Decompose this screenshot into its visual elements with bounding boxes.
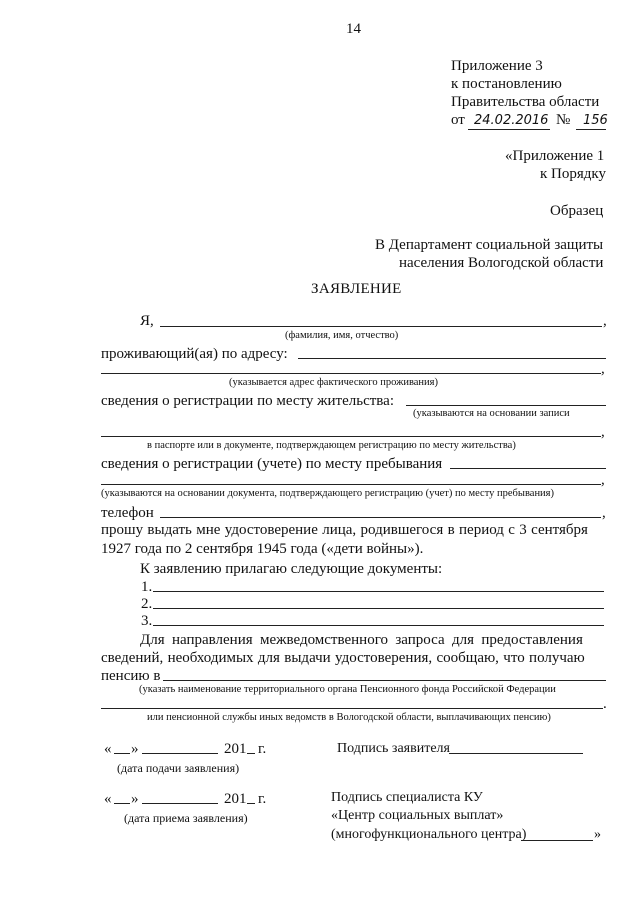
accept-date-close: » <box>131 791 139 807</box>
appendix1-label: «Приложение 1 <box>505 148 605 164</box>
to-resolution-label: к постановлению <box>451 76 562 92</box>
applicant-sig-label: Подпись заявителя <box>337 741 450 756</box>
accept-date-hint: (дата приема заявления) <box>124 811 248 825</box>
address-field-1[interactable] <box>298 358 606 359</box>
specialist-sig-line1: Подпись специалиста КУ <box>331 790 483 805</box>
pension-hint: (указать наименование территориального органа Пенсионного фонда Российской Федерации <box>139 684 556 695</box>
number-underline <box>576 129 606 130</box>
pension-field-2[interactable] <box>101 708 603 709</box>
specialist-sig-field[interactable] <box>521 840 593 841</box>
submit-date-close: » <box>131 741 139 757</box>
stay-field-1[interactable] <box>450 468 606 469</box>
addressee-line2: населения Вологодской области <box>399 255 604 271</box>
submit-month-field[interactable] <box>142 753 218 754</box>
addressee-line1: В Департамент социальной защиты <box>375 237 604 253</box>
fio-field[interactable] <box>160 326 602 327</box>
government-label: Правительства области <box>451 94 600 110</box>
from-label: от <box>451 112 465 128</box>
pension-field-1[interactable] <box>163 680 606 681</box>
address-comma: , <box>601 361 605 377</box>
attach-item-3-number: 3. <box>141 613 153 629</box>
attach-item-3-field[interactable] <box>153 625 604 626</box>
reg-comma: , <box>601 424 605 440</box>
submit-year-suffix: г. <box>258 741 267 757</box>
page-number: 14 <box>346 21 361 37</box>
reg-field-1[interactable] <box>406 405 606 406</box>
date-underline <box>468 129 550 130</box>
attach-item-1-field[interactable] <box>153 591 604 592</box>
appendix-label: Приложение 3 <box>451 58 543 74</box>
number-label: № <box>556 112 571 128</box>
submit-day-field[interactable] <box>114 753 130 754</box>
resolution-date: 24.02.2016 <box>474 113 549 128</box>
resolution-number: 156 <box>583 113 608 128</box>
attach-label: К заявлению прилагаю следующие документы: <box>140 561 443 577</box>
accept-year-field[interactable] <box>247 803 255 804</box>
reg-hint2: в паспорте или в документе, подтверждающем регистрацию по месту жительства) <box>147 440 516 451</box>
fio-hint: (фамилия, имя, отчество) <box>285 330 399 341</box>
reg-label: сведения о регистрации по месту жительства: <box>101 393 394 409</box>
accept-year: 201 <box>224 791 247 807</box>
accept-day-field[interactable] <box>114 803 130 804</box>
reg-field-2[interactable] <box>101 436 601 437</box>
request-text-1: прошу выдать мне удостоверение лица, родившегося в период с 3 сентября <box>101 522 588 538</box>
ya-label: Я, <box>140 313 154 329</box>
stay-field-2[interactable] <box>101 484 601 485</box>
attach-item-2-number: 2. <box>141 596 153 612</box>
accept-date-open: « <box>104 791 112 807</box>
pension-hint2: или пенсионной службы иных ведомств в Вологодской области, выплачивающих пенсию) <box>147 712 551 723</box>
specialist-sig-line3: (многофункционального центра) <box>331 827 527 842</box>
request-text-2: 1927 года по 2 сентября 1945 года («дети войны»). <box>101 541 424 557</box>
submit-year: 201 <box>224 741 247 757</box>
to-order-label: к Порядку <box>540 166 606 182</box>
sample-label: Образец <box>550 203 604 219</box>
accept-month-field[interactable] <box>142 803 218 804</box>
attach-item-2-field[interactable] <box>153 608 604 609</box>
applicant-sig-field[interactable] <box>449 753 583 754</box>
phone-comma: , <box>602 505 606 521</box>
inter-text-1: Для направления межведомственного запроса для предоставления <box>140 632 583 648</box>
fio-comma: , <box>603 313 607 329</box>
inter-text-3: пенсию в <box>101 668 161 684</box>
pension-period: . <box>603 696 607 712</box>
stay-hint: (указываются на основании документа, подтверждающего регистрацию (учет) по месту пребывания) <box>101 488 555 499</box>
submit-date-hint: (дата подачи заявления) <box>117 761 240 775</box>
inter-text-2: сведений, необходимых для выдачи удостоверения, сообщаю, что получаю <box>101 650 585 666</box>
address-field-2[interactable] <box>101 373 601 374</box>
page-title: ЗАЯВЛЕНИЕ <box>311 281 402 297</box>
specialist-sig-close: » <box>594 827 601 842</box>
phone-field[interactable] <box>160 517 601 518</box>
reg-hint1: (указываются на основании записи <box>413 408 570 419</box>
submit-year-field[interactable] <box>247 753 255 754</box>
address-hint: (указывается адрес фактического проживания) <box>229 377 438 388</box>
phone-label: телефон <box>101 505 154 521</box>
stay-label: сведения о регистрации (учете) по месту пребывания <box>101 456 443 472</box>
submit-date-open: « <box>104 741 112 757</box>
stay-comma: , <box>601 472 605 488</box>
address-label: проживающий(ая) по адресу: <box>101 346 288 362</box>
specialist-sig-line2: «Центр социальных выплат» <box>331 808 504 823</box>
attach-item-1-number: 1. <box>141 579 153 595</box>
accept-year-suffix: г. <box>258 791 267 807</box>
